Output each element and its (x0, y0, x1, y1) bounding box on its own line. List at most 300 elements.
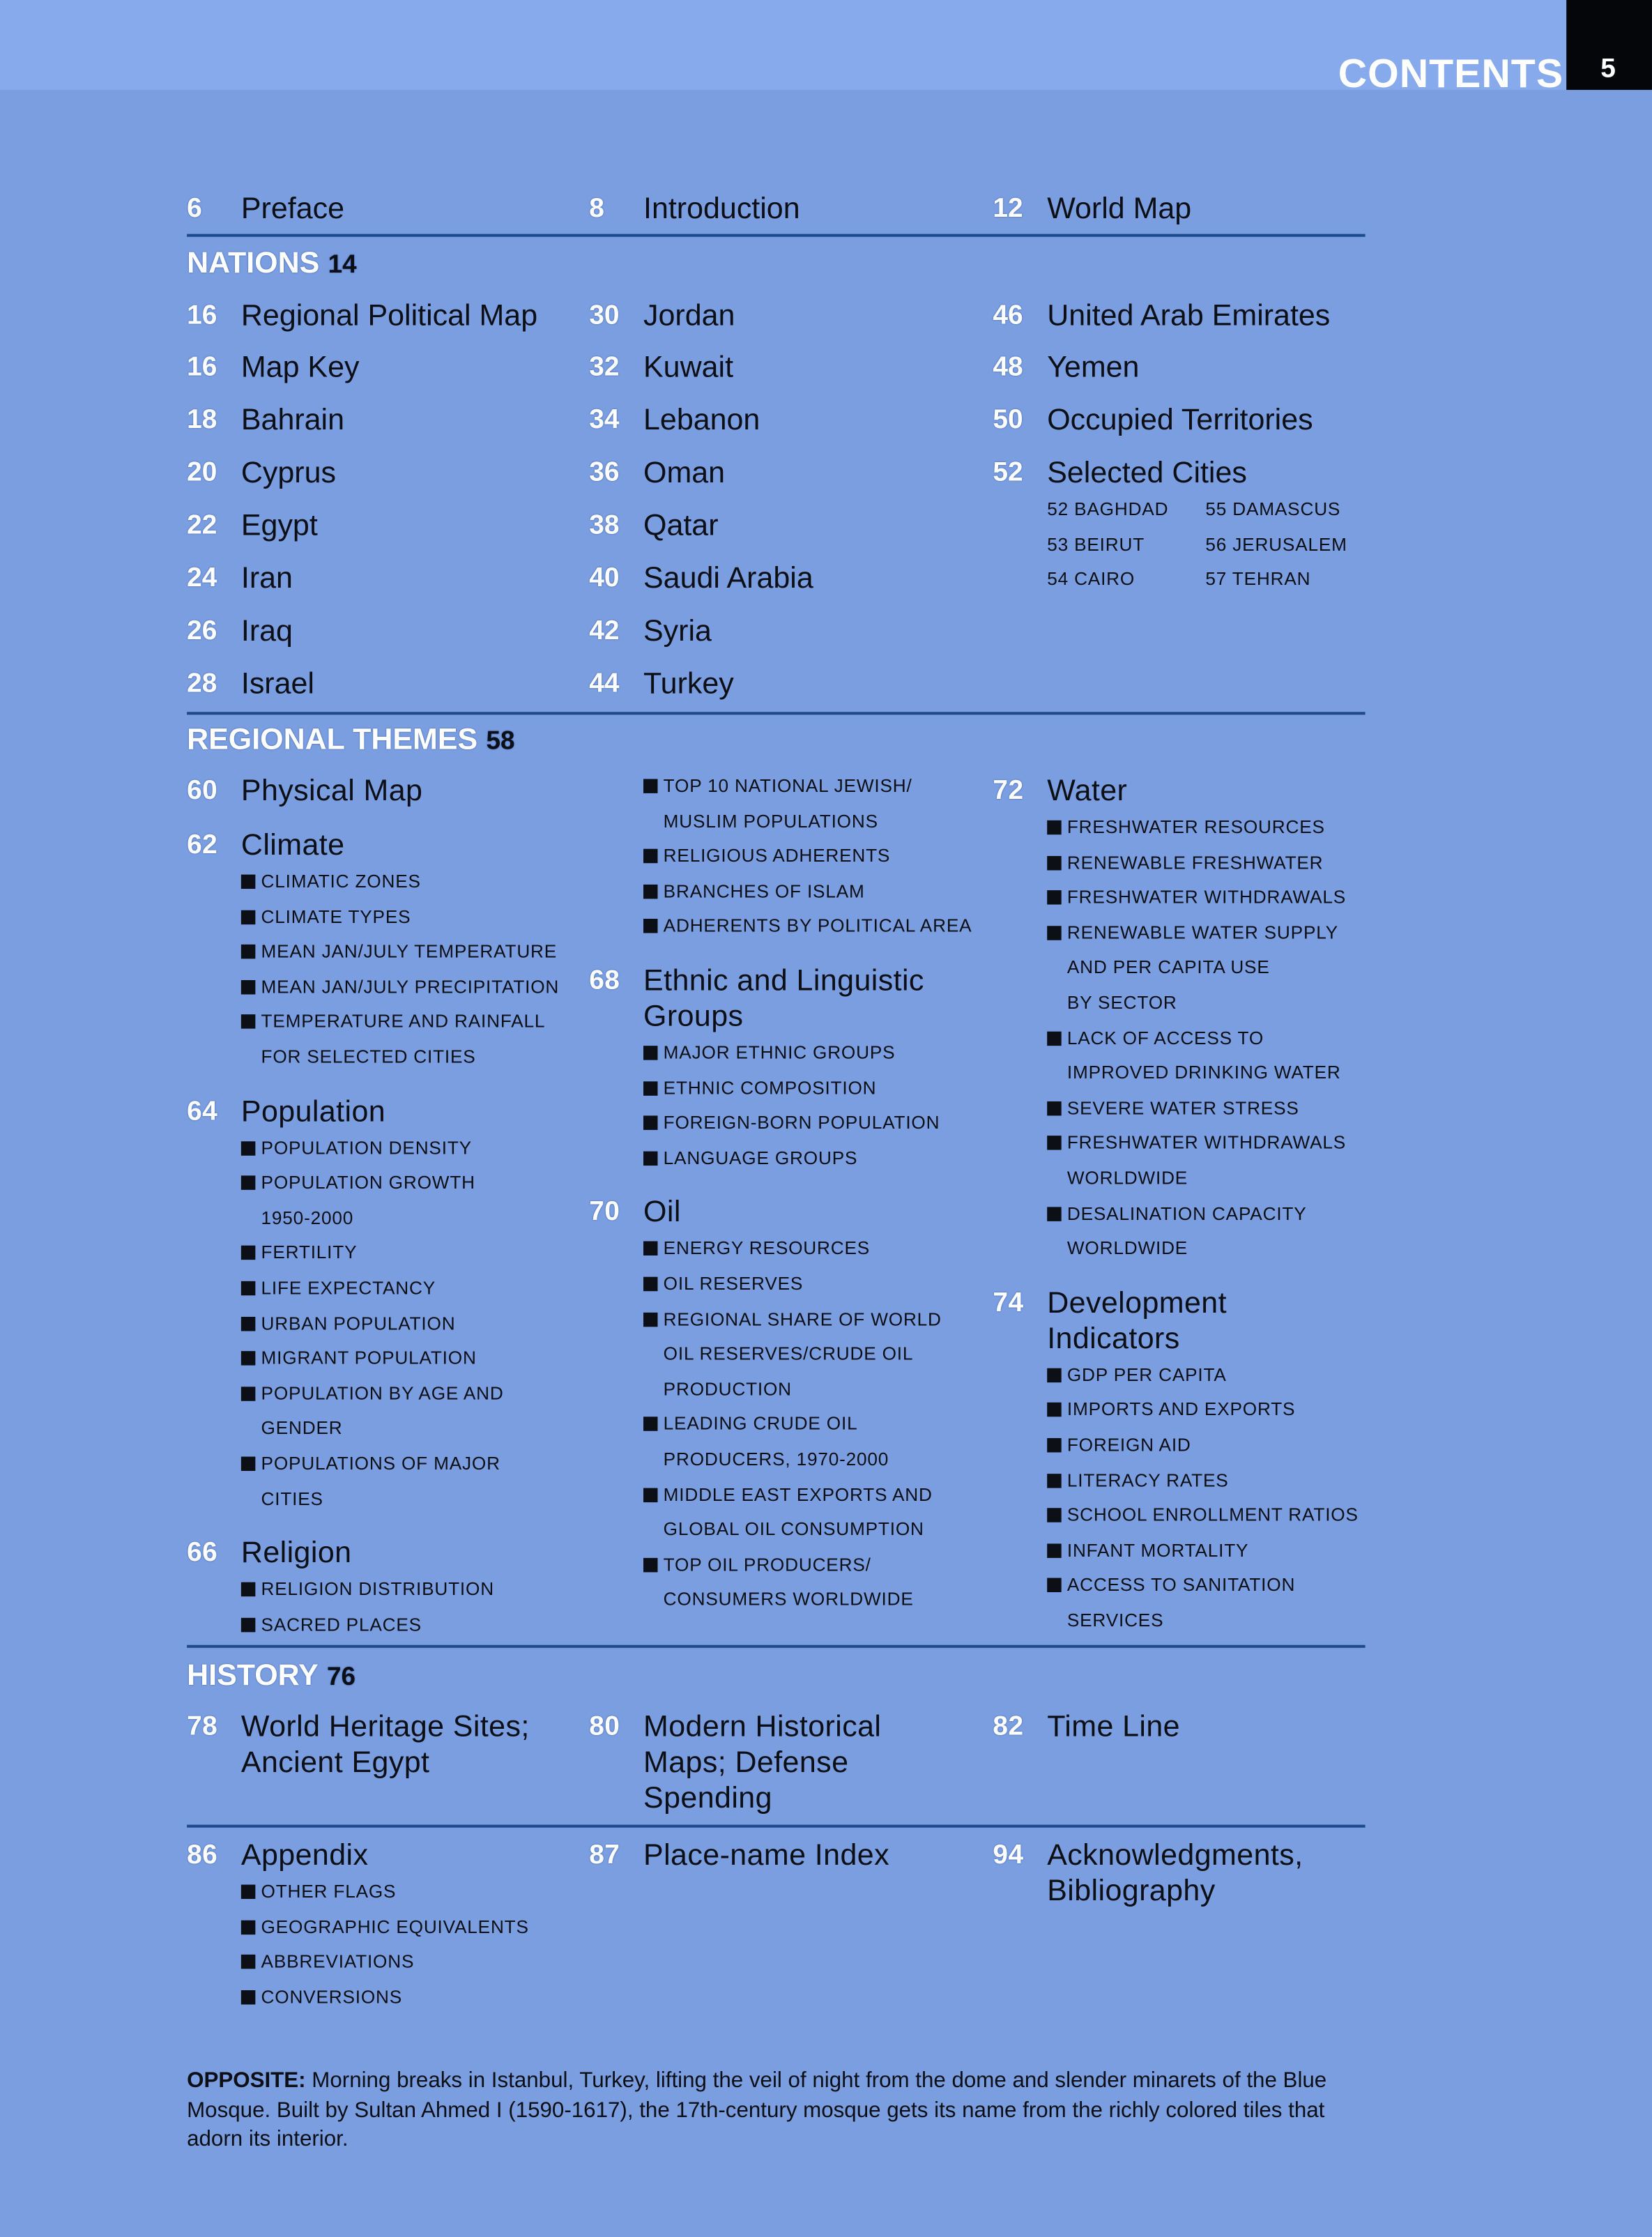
page-number: 87 (589, 1840, 620, 1871)
title-line: Religion (240, 1536, 352, 1570)
subtopic (241, 1131, 572, 1166)
toc-entry[interactable] (589, 606, 988, 658)
toc-entry[interactable] (993, 396, 1366, 448)
square-bullet-icon (241, 980, 255, 994)
square-bullet-icon (1047, 890, 1061, 904)
title-line: Maps; Defense (643, 1746, 849, 1780)
entry-title: Regional Political Map (240, 298, 538, 333)
toc-entry[interactable] (993, 773, 1366, 1267)
page-number: 22 (187, 510, 217, 541)
subtopic-text: URBAN POPULATION (261, 1311, 456, 1334)
toc-entry[interactable] (187, 1535, 572, 1642)
toc-entry[interactable] (993, 291, 1366, 343)
entry-title (187, 1094, 572, 1129)
subtopic (1047, 1358, 1366, 1393)
entry-title: Bahrain (240, 404, 345, 437)
square-bullet-icon (1047, 1403, 1061, 1417)
subtopic-text: OTHER FLAGS (261, 1880, 397, 1902)
toc-entry[interactable] (993, 1709, 1366, 1745)
subtopic (241, 1980, 572, 2015)
subtopic (1047, 986, 1366, 1021)
subtopic-text: SERVICES (1066, 1609, 1164, 1631)
square-bullet-icon (643, 1151, 657, 1165)
toc-column (589, 1838, 988, 1873)
subtopic (241, 1875, 572, 1909)
toc-column (993, 291, 1366, 597)
subtopic-text: IMPROVED DRINKING WATER (1066, 1061, 1341, 1083)
subtopic-text: ABBREVIATIONS (261, 1950, 415, 1972)
subtopic (643, 909, 988, 944)
page-number: 5 (1600, 54, 1616, 84)
square-bullet-icon (643, 779, 657, 793)
title-line: World Heritage Sites; (240, 1710, 530, 1743)
page-number: 30 (589, 300, 620, 330)
subtopic (1047, 810, 1366, 845)
toc-column (589, 184, 988, 236)
subtopic-text: IMPORTS AND EXPORTS (1066, 1398, 1296, 1421)
square-bullet-icon (241, 1140, 255, 1154)
toc-entry[interactable] (589, 291, 988, 343)
section-heading-history (187, 1659, 355, 1693)
toc-column (187, 1838, 572, 2015)
divider (187, 234, 1365, 237)
subtopic (643, 1267, 988, 1301)
subtopic (1047, 1021, 1366, 1055)
square-bullet-icon (1047, 1101, 1061, 1115)
square-bullet-icon (241, 1955, 255, 1969)
title-line: Development (1047, 1286, 1227, 1320)
page-number: 28 (187, 669, 217, 699)
title-line: Place-name Index (643, 1839, 889, 1872)
title-line: Population (240, 1094, 386, 1128)
toc-entry[interactable] (589, 501, 988, 553)
toc-entry[interactable] (187, 396, 572, 448)
page-number: 16 (187, 300, 217, 330)
toc-entry[interactable] (187, 659, 572, 711)
section-page: 76 (327, 1662, 356, 1691)
toc-entry[interactable] (187, 184, 572, 236)
subtopic (643, 1036, 988, 1071)
subtopic-text: BRANCHES OF ISLAM (663, 880, 865, 902)
subtopic (1047, 1498, 1366, 1533)
square-bullet-icon (643, 1557, 657, 1571)
entry-title: Lebanon (643, 404, 760, 437)
subtopic-text: MUSLIM POPULATIONS (663, 809, 878, 832)
subtopic-text: WORLDWIDE (1066, 1166, 1188, 1189)
subtopic (241, 1910, 572, 1945)
page-number: 38 (589, 510, 620, 541)
entry-title (993, 1838, 1366, 1909)
title-line: Ancient Egypt (240, 1746, 430, 1780)
subtopic-text: POPULATION DENSITY (261, 1136, 472, 1158)
subtopic (241, 1005, 572, 1040)
title-line: Spending (643, 1782, 772, 1815)
subtopic (1047, 951, 1366, 986)
entry-title: United Arab Emirates (1047, 298, 1331, 333)
section-heading-regional-themes (187, 724, 514, 758)
section-page: 14 (328, 250, 357, 279)
entry-title: Jordan (643, 298, 735, 333)
subtopic-text: MIDDLE EAST EXPORTS AND (663, 1483, 933, 1505)
square-bullet-icon (1047, 1578, 1061, 1592)
square-bullet-icon (1047, 1438, 1061, 1452)
subtopic-text: 1950-2000 (261, 1206, 354, 1228)
entry-title (187, 827, 572, 863)
entry-title: Kuwait (643, 351, 734, 385)
entry-title (993, 1709, 1366, 1745)
square-bullet-icon (1047, 855, 1061, 869)
subtopic-text: CONSUMERS WORLDWIDE (663, 1588, 914, 1610)
square-bullet-icon (643, 884, 657, 898)
subtopic (1047, 1568, 1366, 1603)
entry-title: Cyprus (240, 457, 337, 490)
subtopic-text: LEADING CRUDE OIL (663, 1412, 858, 1435)
subtopic (643, 1106, 988, 1140)
subtopic-text: OIL RESERVES (663, 1272, 804, 1295)
page-number: 34 (589, 405, 620, 436)
subtopic (643, 1302, 988, 1337)
subtopic (1047, 846, 1366, 880)
selected-cities-grid (993, 492, 1366, 597)
subtopic (643, 1232, 988, 1267)
subtopic (643, 874, 988, 909)
page-number: 16 (187, 353, 217, 383)
subtopic (643, 1582, 988, 1617)
page-number: 48 (993, 353, 1023, 383)
entry-title (589, 963, 988, 1034)
square-bullet-icon (241, 1990, 255, 2004)
subtopic-text: MAJOR ETHNIC GROUPS (663, 1041, 896, 1063)
subtopic (643, 1548, 988, 1582)
entry-title: Map Key (240, 351, 360, 385)
subtopic-text: ADHERENTS BY POLITICAL AREA (663, 915, 972, 937)
entry-title: Introduction (643, 192, 800, 226)
title-line: Appendix (240, 1839, 369, 1872)
city-entry[interactable]: 57 TEHRAN (1205, 567, 1311, 590)
entry-title (589, 1195, 988, 1230)
toc-entry[interactable] (589, 448, 988, 501)
square-bullet-icon (241, 1387, 255, 1400)
toc-entry[interactable] (993, 448, 1366, 501)
subtopic-text: REGIONAL SHARE OF WORLD (663, 1307, 942, 1329)
square-bullet-icon (241, 1920, 255, 1934)
subtopic-text: WORLDWIDE (1066, 1237, 1188, 1259)
square-bullet-icon (643, 1417, 657, 1431)
subtopic (241, 935, 572, 970)
subtopic-text: LANGUAGE GROUPS (663, 1146, 858, 1168)
toc-entry[interactable] (187, 553, 572, 606)
city-entry[interactable]: 53 BEIRUT (1047, 533, 1145, 555)
entry-title: Iraq (240, 614, 293, 648)
square-bullet-icon (241, 1316, 255, 1330)
subtopic (241, 864, 572, 899)
subtopic-text: FRESHWATER WITHDRAWALS (1066, 1131, 1347, 1154)
subtopic-text: RENEWABLE FRESHWATER (1066, 850, 1324, 873)
toc-column (589, 769, 988, 1617)
title-line: Indicators (1047, 1322, 1180, 1355)
subtopic-text: GLOBAL OIL CONSUMPTION (663, 1518, 924, 1540)
toc-entry[interactable] (187, 1838, 572, 2015)
subtopic-text: SCHOOL ENROLLMENT RATIOS (1066, 1504, 1359, 1526)
city-entry[interactable]: 55 DAMASCUS (1205, 498, 1341, 520)
subtopic-text: FOREIGN-BORN POPULATION (663, 1111, 940, 1133)
subtopic (1047, 1231, 1366, 1266)
title-line: Modern Historical (643, 1710, 882, 1743)
toc-entry[interactable] (187, 827, 572, 1075)
subtopic (241, 1446, 572, 1481)
subtopic (241, 970, 572, 1005)
toc-entry[interactable] (187, 501, 572, 553)
square-bullet-icon (241, 875, 255, 889)
square-bullet-icon (241, 1582, 255, 1596)
subtopic-text: ENERGY RESOURCES (663, 1237, 871, 1259)
square-bullet-icon (241, 1885, 255, 1899)
subtopic (643, 1372, 988, 1407)
subtopic (643, 1141, 988, 1176)
entry-title: Qatar (643, 509, 719, 542)
toc-entry[interactable] (589, 184, 988, 236)
subtopic (241, 1481, 572, 1516)
entry-title: Selected Cities (1047, 457, 1247, 490)
square-bullet-icon (1047, 926, 1061, 940)
subtopic (1047, 1603, 1366, 1638)
subtopic-text: INFANT MORTALITY (1066, 1539, 1249, 1561)
square-bullet-icon (643, 1081, 657, 1094)
page-number: 42 (589, 616, 620, 646)
entry-title: Occupied Territories (1047, 404, 1313, 437)
toc-entry[interactable] (589, 1709, 988, 1816)
subtopic (241, 1166, 572, 1200)
page-number: 52 (993, 458, 1023, 489)
subtopic (241, 1271, 572, 1306)
entry-title: Syria (643, 614, 712, 648)
square-bullet-icon (241, 945, 255, 959)
toc-entry[interactable] (589, 963, 988, 1176)
city-entry[interactable]: 52 BAGHDAD (1047, 498, 1169, 520)
page-number: 6 (187, 194, 202, 224)
toc-entry[interactable] (187, 448, 572, 501)
page-number: 46 (993, 300, 1023, 330)
toc-entry[interactable] (993, 343, 1366, 395)
page-number: 70 (589, 1197, 620, 1228)
subtopic (241, 1201, 572, 1236)
subtopic (1047, 915, 1366, 950)
title-line: Groups (643, 1000, 744, 1033)
subtopic (1047, 1393, 1366, 1428)
page-number: 82 (993, 1711, 1024, 1742)
page-number: 60 (187, 776, 218, 807)
entry-title: Preface (240, 192, 344, 226)
section-title: REGIONAL THEMES (187, 723, 478, 756)
subtopic-text: AND PER CAPITA USE (1066, 956, 1270, 978)
entry-title: Israel (240, 667, 314, 701)
square-bullet-icon (1047, 820, 1061, 834)
square-bullet-icon (643, 919, 657, 933)
subtopic-text: FRESHWATER RESOURCES (1066, 816, 1325, 838)
toc-entry[interactable] (589, 1838, 988, 1873)
toc-entry[interactable] (187, 606, 572, 658)
page-number: 78 (187, 1711, 218, 1742)
toc-entry[interactable] (589, 553, 988, 606)
square-bullet-icon (1047, 1473, 1061, 1487)
subtopic (241, 1341, 572, 1376)
page-number: 86 (187, 1840, 218, 1871)
toc-entry[interactable] (187, 343, 572, 395)
toc-entry[interactable] (187, 1094, 572, 1517)
caption-label: OPPOSITE: (187, 2068, 306, 2093)
toc-entry[interactable] (589, 396, 988, 448)
toc-column (993, 773, 1366, 1638)
subtopic (1047, 1196, 1366, 1231)
square-bullet-icon (241, 1351, 255, 1365)
toc-entry[interactable] (589, 343, 988, 395)
square-bullet-icon (241, 1281, 255, 1295)
entry-title: World Map (1047, 192, 1192, 226)
subtopic-text: MIGRANT POPULATION (261, 1347, 477, 1368)
subtopic (1047, 1463, 1366, 1498)
subtopic-text: FERTILITY (261, 1242, 358, 1263)
divider (187, 1825, 1365, 1828)
entry-title (187, 1838, 572, 1873)
page-number: 50 (993, 405, 1023, 436)
entry-title (589, 1709, 988, 1816)
subtopic (1047, 1056, 1366, 1091)
toc-entry[interactable] (187, 1709, 572, 1780)
square-bullet-icon (1047, 1543, 1061, 1557)
subtopic (241, 1945, 572, 1980)
subtopic (1047, 1091, 1366, 1126)
subtopic-text: CLIMATE TYPES (261, 905, 411, 927)
subtopic-text: DESALINATION CAPACITY (1066, 1202, 1307, 1224)
square-bullet-icon (241, 1015, 255, 1029)
section-heading-nations (187, 247, 357, 281)
city-entry[interactable]: 54 CAIRO (1047, 567, 1135, 590)
toc-entry[interactable] (589, 769, 988, 945)
page-number: 18 (187, 405, 217, 436)
toc-column (187, 1709, 572, 1780)
square-bullet-icon (643, 849, 657, 863)
entry-title (993, 773, 1366, 809)
subtopic-text: LIFE EXPECTANCY (261, 1276, 436, 1299)
entry-title: Yemen (1047, 351, 1140, 385)
page-title: CONTENTS (1338, 51, 1564, 96)
entry-title: Oman (643, 457, 726, 490)
subtopic-text: RENEWABLE WATER SUPPLY (1066, 921, 1338, 943)
subtopic (643, 1442, 988, 1477)
square-bullet-icon (643, 1312, 657, 1326)
entry-title (187, 1709, 572, 1780)
subtopic-text: ACCESS TO SANITATION (1066, 1573, 1296, 1596)
toc-entry[interactable] (589, 1195, 988, 1618)
page-number: 20 (187, 458, 217, 489)
subtopic-text: TOP OIL PRODUCERS/ (663, 1553, 871, 1575)
toc-column (993, 1709, 1366, 1745)
subtopic (241, 1040, 572, 1075)
subtopic-text: RELIGION DISTRIBUTION (261, 1578, 494, 1600)
subtopic-text: POPULATION GROWTH (261, 1171, 475, 1193)
square-bullet-icon (1047, 1031, 1061, 1045)
page-number: 74 (993, 1288, 1024, 1318)
subtopic (643, 1407, 988, 1442)
page-number: 36 (589, 458, 620, 489)
page-number: 62 (187, 830, 218, 861)
title-line: Climate (240, 829, 345, 862)
title-line: Ethnic and Linguistic (643, 964, 924, 998)
toc-entry[interactable] (993, 1838, 1366, 1909)
entry-title: Saudi Arabia (643, 562, 813, 595)
subtopic-text: POPULATION BY AGE AND (261, 1382, 504, 1404)
toc-entry[interactable] (993, 184, 1366, 236)
subtopic (643, 1477, 988, 1512)
section-title: NATIONS (187, 247, 320, 280)
square-bullet-icon (643, 1242, 657, 1255)
square-bullet-icon (643, 1488, 657, 1502)
subtopic-text: CLIMATIC ZONES (261, 870, 421, 892)
square-bullet-icon (643, 1277, 657, 1291)
page-number: 72 (993, 776, 1024, 807)
subtopic-text: GENDER (261, 1417, 343, 1439)
toc-entry[interactable] (589, 659, 988, 711)
toc-entry[interactable] (187, 291, 572, 343)
entry-title (187, 1535, 572, 1571)
subtopic-text: PRODUCERS, 1970-2000 (663, 1448, 889, 1469)
toc-entry[interactable] (187, 773, 572, 809)
square-bullet-icon (241, 1456, 255, 1470)
subtopic-text: FOR SELECTED CITIES (261, 1046, 476, 1067)
square-bullet-icon (1047, 1136, 1061, 1150)
subtopic (643, 769, 988, 804)
subtopic-text: LACK OF ACCESS TO (1066, 1026, 1264, 1048)
entry-title (589, 1838, 988, 1873)
toc-entry[interactable] (993, 1285, 1366, 1638)
subtopic-text: PRODUCTION (663, 1377, 792, 1400)
title-line: Oil (643, 1196, 681, 1229)
square-bullet-icon (241, 1246, 255, 1260)
subtopic-text: TOP 10 NATIONAL JEWISH/ (663, 774, 912, 797)
entry-title (993, 1285, 1366, 1356)
section-title: HISTORY (187, 1659, 319, 1693)
page-number: 24 (187, 563, 217, 594)
subtopic (1047, 1428, 1366, 1463)
page-number: 12 (993, 194, 1023, 224)
subtopic-text: GDP PER CAPITA (1066, 1363, 1227, 1385)
city-entry[interactable]: 56 JERUSALEM (1205, 533, 1347, 555)
subtopic (643, 804, 988, 839)
square-bullet-icon (643, 1116, 657, 1130)
toc-column (187, 773, 572, 1642)
page-number: 94 (993, 1840, 1024, 1871)
subtopic (1047, 1533, 1366, 1568)
square-bullet-icon (241, 1176, 255, 1190)
caption-text: Morning breaks in Istanbul, Turkey, lifting the veil of night from the dome and slender minarets of the Blue Mosque. Built by Sultan Ahmed I (1590-1617), the 17th-century mosque gets its name from the richly colored tiles that adorn its interior. (187, 2068, 1327, 2152)
toc-column (993, 184, 1366, 236)
subtopic-text: OIL RESERVES/CRUDE OIL (663, 1343, 914, 1364)
title-line: Physical Map (240, 774, 423, 808)
entry-title: Egypt (240, 509, 318, 542)
subtopic-text: BY SECTOR (1066, 991, 1177, 1014)
subtopic (1047, 1126, 1366, 1161)
subtopic (643, 1071, 988, 1106)
page-number: 44 (589, 669, 620, 699)
subtopic (643, 1513, 988, 1548)
subtopic (241, 1573, 572, 1608)
toc-column (187, 291, 572, 711)
square-bullet-icon (241, 1617, 255, 1631)
subtopic-text: MEAN JAN/JULY TEMPERATURE (261, 940, 558, 962)
toc-column (589, 291, 988, 711)
subtopic-text: LITERACY RATES (1066, 1468, 1229, 1490)
subtopic (241, 1306, 572, 1341)
